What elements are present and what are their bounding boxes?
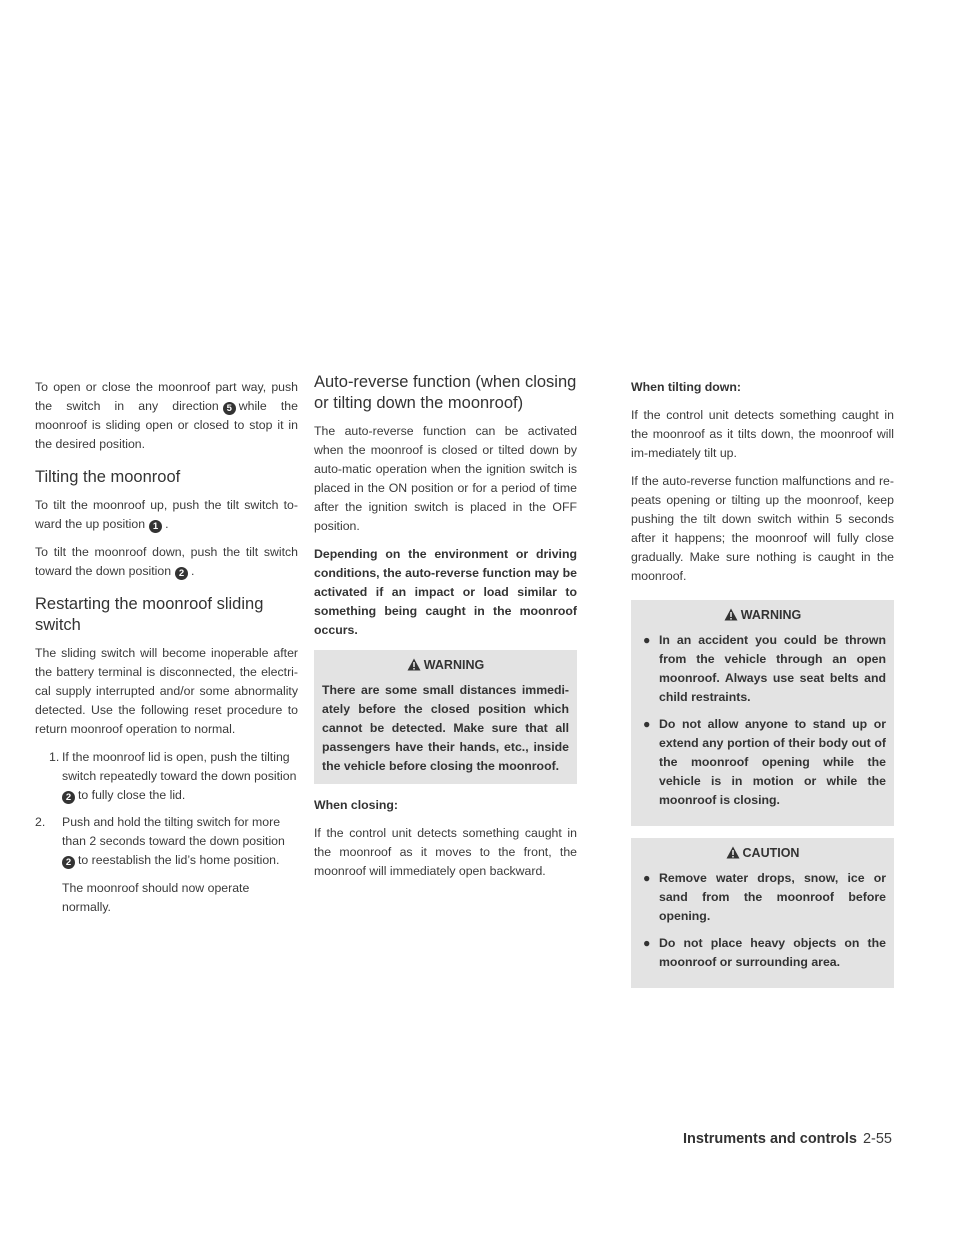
heading-when-closing: When closing:	[314, 798, 399, 812]
warning-list	[639, 631, 886, 810]
heading-tilting: Tilting the moonroof	[35, 468, 181, 486]
caution-list	[639, 869, 886, 972]
bullet-icon: ●	[643, 717, 651, 731]
circled-number-2-icon: 2	[62, 856, 75, 869]
warning-triangle-icon	[726, 846, 740, 859]
warning-header: WARNING	[639, 606, 886, 625]
heading-restarting: Restarting the moonroof sliding switch	[35, 595, 264, 634]
warning-triangle-icon	[407, 658, 421, 671]
paragraph-tilting-down: If the control unit detects something caught in the moonroof as it tilts down, the moonroof will im-mediately tilt up.	[631, 408, 894, 460]
warning-header: WARNING	[322, 656, 569, 675]
column-1	[35, 378, 298, 926]
list-item: ● Do not allow anyone to stand up or extend any portion of their body out of the moonroof opening while the vehicle is in motion or while the moonroof is closing.	[643, 717, 886, 807]
circled-number-5-icon: 5	[223, 402, 236, 415]
list-item: ● In an accident you could be thrown from the vehicle through an open moonroof. Always use seat belts and child restraints.	[643, 633, 886, 704]
circled-number-1-icon: 1	[149, 520, 162, 533]
paragraph-auto-reverse: The auto-reverse function can be activated when the moonroof is closed or tilted down by auto-matic operation when the ignition switch is placed in the ON position or for a period of time after the ignition switch is placed in the OFF position.	[314, 424, 577, 533]
heading-when-tilting-down: When tilting down:	[631, 380, 741, 394]
paragraph-malfunction: If the auto-reverse function malfunctions and re-peats opening or tilting up the moonroof, keep pushing the tilt down switch within 5 seconds after it happens; the moonroof will fully close gradually. Make sure nothing is caught in the moonroof.	[631, 474, 894, 583]
bullet-icon: ●	[643, 936, 651, 950]
caution-header: CAUTION	[639, 844, 886, 863]
warning-triangle-icon	[724, 608, 738, 621]
circled-number-2-icon: 2	[62, 791, 75, 804]
paragraph-operate-normally: The moonroof should now operate normally.	[62, 881, 250, 914]
bullet-icon: ●	[643, 871, 651, 885]
warning-box	[631, 600, 894, 826]
list-item: ● Remove water drops, snow, ice or sand from the moonroof before opening.	[643, 871, 886, 923]
paragraph-auto-reverse-conditions: Depending on the environment or driving conditions, the auto-reverse function may be activated if an impact or load similar to something being caught in the moonroof occurs.	[314, 547, 577, 637]
heading-auto-reverse: Auto-reverse function (when closing or tilting down the moonroof)	[314, 373, 577, 412]
paragraph-when-closing: If the control unit detects something caught in the moonroof as it moves to the front, the moonroof will immediately open backward.	[314, 826, 577, 878]
paragraph-tilt-up: To tilt the moonroof up, push the tilt switch to-ward the up position 1 .	[35, 498, 298, 532]
column-3	[631, 378, 894, 1000]
column-2	[314, 373, 577, 890]
page-footer	[683, 1131, 892, 1147]
warning-text: There are some small distances immedi-ately before the closed position which cannot be detected. Make sure that all passengers have their hands, etc., inside the vehicle before closing the moonroof.	[322, 683, 569, 773]
bullet-icon: ●	[643, 633, 651, 647]
list-item: ● Do not place heavy objects on the moonroof or surrounding area.	[643, 936, 886, 969]
list-item: 2. Push and hold the tilting switch for more than 2 seconds toward the down position 2 to reestablish the lid’s home position.	[35, 815, 285, 868]
paragraph-partway: To open or close the moonroof part way, push the switch in any direction 5 while the moonroof is sliding open or closed to stop it in the desired position.	[35, 380, 298, 451]
reset-steps-list	[35, 748, 298, 870]
warning-box	[314, 650, 577, 784]
list-item: 1. If the moonroof lid is open, push the tilting switch repeatedly toward the down position 2 to fully close the lid.	[49, 750, 297, 803]
paragraph-restart-intro: The sliding switch will become inoperable after the battery terminal is disconnected, the electri-cal supply interrupted and/or some abnormality detected. Use the following reset procedure to return moonroof operation to normal.	[35, 646, 298, 736]
circled-number-2-icon: 2	[175, 567, 188, 580]
paragraph-tilt-down: To tilt the moonroof down, push the tilt switch toward the down position 2 .	[35, 545, 298, 579]
page-number: 2-55	[862, 1131, 892, 1147]
footer-section-title: Instruments and controls	[682, 1131, 857, 1147]
caution-box	[631, 838, 894, 988]
